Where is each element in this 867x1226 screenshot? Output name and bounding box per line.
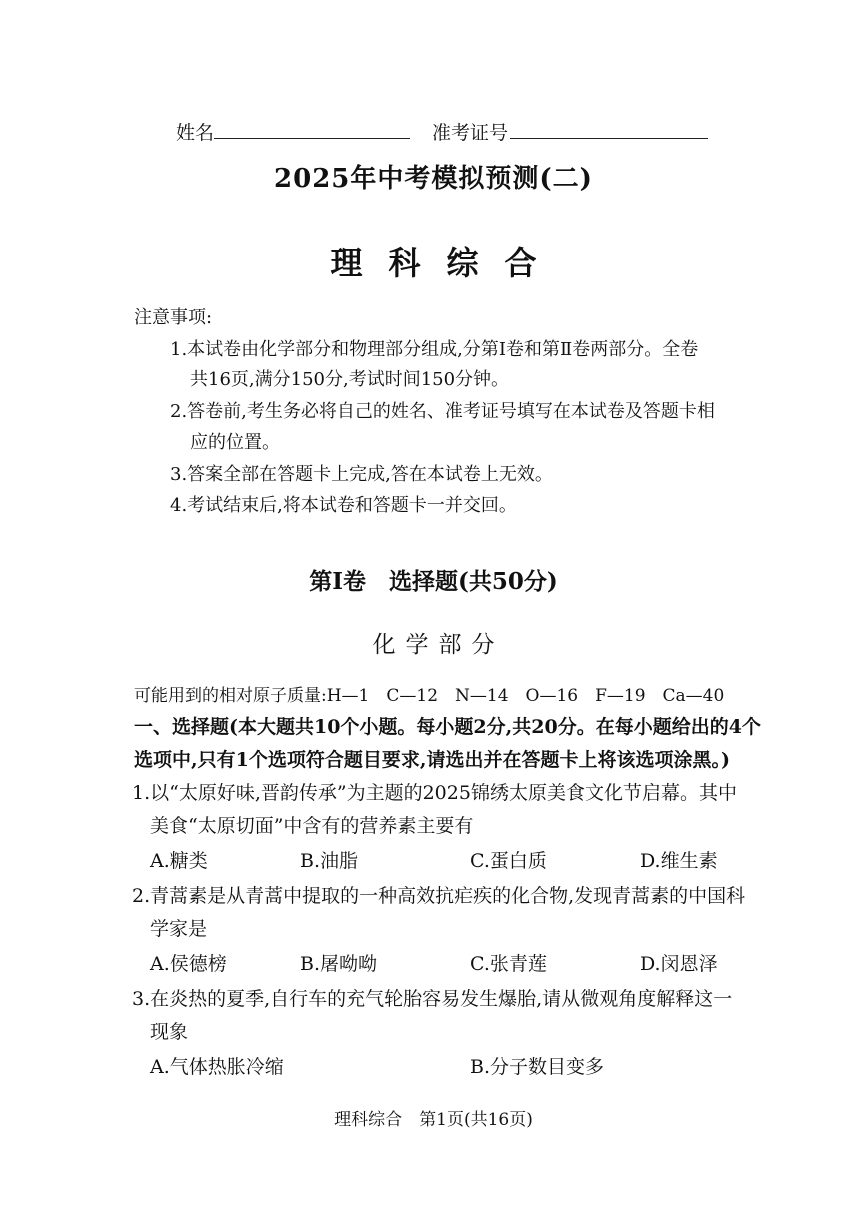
- option-c: C.张青莲: [470, 953, 547, 975]
- notice-item: 应的位置。: [190, 432, 280, 453]
- exam-title: 2025年中考模拟预测(二): [274, 164, 593, 194]
- atomic-masses: 可能用到的相对原子质量:H—1 C—12 N—14 O—16 F—19 Ca—40: [134, 686, 725, 706]
- option-b: B.油脂: [300, 850, 359, 872]
- notice-item: 4.考试结束后,将本试卷和答题卡一并交回。: [170, 495, 517, 516]
- id-label: 准考证号: [432, 122, 509, 144]
- instruction-line: 一、选择题(本大题共10个小题。每小题2分,共20分。在每小题给出的4个: [134, 716, 761, 738]
- question-stem: 现象: [150, 1021, 189, 1043]
- question-stem: 美食“太原切面”中含有的营养素主要有: [150, 815, 474, 837]
- notice-item: 2.答卷前,考生务必将自己的姓名、准考证号填写在本试卷及答题卡相: [170, 401, 715, 422]
- question-stem: 学家是: [150, 918, 208, 940]
- question-stem: 1.以“太原好味,晋韵传承”为主题的2025锦绣太原美食文化节启幕。其中: [132, 782, 737, 804]
- option-c: C.蛋白质: [470, 850, 547, 872]
- option-d: D.闵恩泽: [640, 953, 718, 975]
- instruction-line: 选项中,只有1个选项符合题目要求,请选出并在答题卡上将该选项涂黑。): [134, 749, 730, 771]
- name-label: 姓名: [176, 122, 215, 144]
- subject-title: 理科综合: [330, 244, 563, 282]
- notice-item: 3.答案全部在答题卡上完成,答在本试卷上无效。: [170, 464, 553, 485]
- option-b: B.分子数目变多: [470, 1056, 605, 1078]
- notice-item: 共16页,满分150分,考试时间150分钟。: [190, 369, 510, 390]
- option-a: A.糖类: [150, 850, 208, 872]
- option-b: B.屠呦呦: [300, 953, 378, 975]
- question-stem: 2.青蒿素是从青蒿中提取的一种高效抗疟疾的化合物,发现青蒿素的中国科: [132, 885, 746, 907]
- page-footer: 理科综合 第1页(共16页): [334, 1110, 533, 1130]
- question-stem: 3.在炎热的夏季,自行车的充气轮胎容易发生爆胎,请从微观角度解释这一: [132, 988, 733, 1010]
- option-a: A.气体热胀冷缩: [150, 1056, 284, 1078]
- id-blank: [510, 138, 708, 139]
- notice-heading: 注意事项:: [134, 307, 213, 328]
- part-title: 化学部分: [372, 632, 505, 658]
- section-title: 第Ⅰ卷 选择题(共50分): [309, 568, 558, 595]
- notice-item: 1.本试卷由化学部分和物理部分组成,分第Ⅰ卷和第Ⅱ卷两部分。全卷: [170, 339, 699, 360]
- name-blank: [214, 138, 410, 139]
- option-d: D.维生素: [640, 850, 718, 872]
- option-a: A.侯德榜: [150, 953, 227, 975]
